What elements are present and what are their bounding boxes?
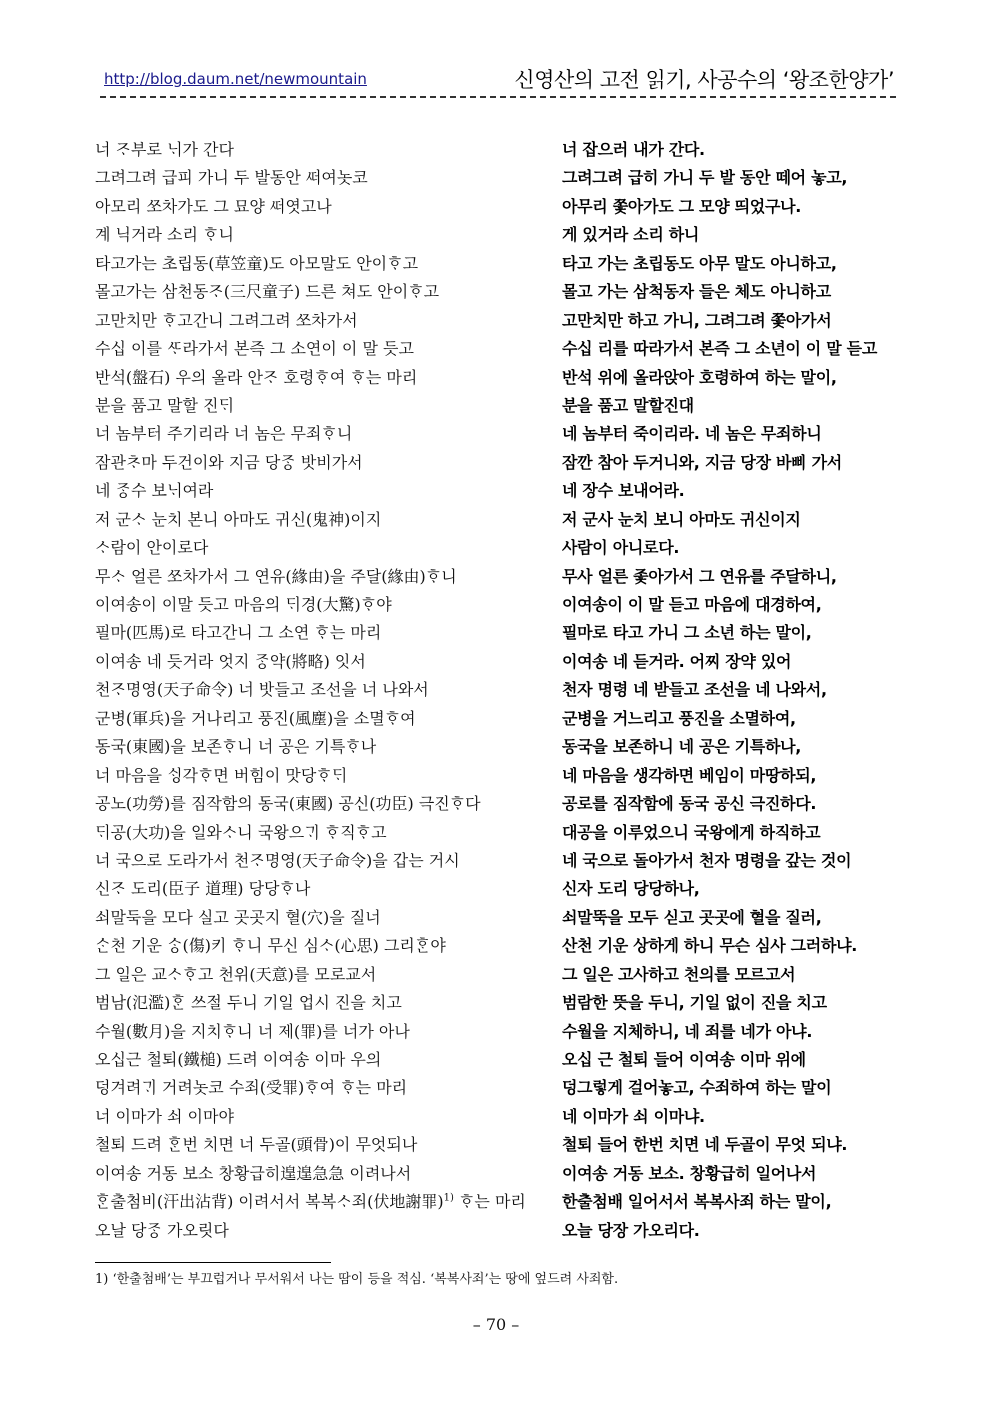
original-text-main: 쇠말둑을 모다 실고 곳곳지 혈(穴)을 질너 <box>95 907 381 927</box>
verse-row <box>0 1018 992 1046</box>
original-text <box>95 364 555 392</box>
verse-row <box>0 335 992 363</box>
original-text <box>95 1046 555 1074</box>
original-text <box>95 1018 555 1046</box>
modern-translation: 덩그렇게 걸어놓고, 수죄하여 하는 말이 <box>562 1078 832 1098</box>
verse-row <box>0 619 992 647</box>
modern-translation: 고만치만 하고 가니, 그려그려 쫓아가서 <box>562 310 832 330</box>
modern-translation: 잠깐 참아 두거니와, 지금 당장 바삐 가서 <box>562 452 842 472</box>
modern-translation: 그려그려 급히 가니 두 발 동안 떼어 놓고, <box>562 168 848 188</box>
original-text-main: 이여송 거동 보소 창황급히遑遑急急 이려나서 <box>95 1163 412 1183</box>
verse-row <box>0 1217 992 1245</box>
original-text <box>95 1103 555 1131</box>
modern-translation: 무사 얼른 좇아가서 그 연유를 주달하니, <box>562 566 837 586</box>
verse-row <box>0 961 992 989</box>
verse-row <box>0 676 992 704</box>
verse-row <box>0 534 992 562</box>
verse-row <box>0 164 992 192</box>
modern-translation: 동국을 보존하니 네 공은 기특하나, <box>562 737 802 757</box>
verse-row <box>0 364 992 392</box>
original-text-main: 철퇴 드려 ᄒᆞᆫ번 치면 너 두골(頭骨)이 무엇되나 <box>95 1135 418 1155</box>
original-text <box>95 591 555 619</box>
original-text-main: 고만치만 ᄒᆞ고간니 그려그려 ᄶᅩ차가서 <box>95 310 358 330</box>
original-text-main: 계 닉거라 소리 ᄒᆞ니 <box>95 225 234 245</box>
original-text-main: 그 일은 교ᄉᆞᄒᆞ고 천위(天意)를 모로교서 <box>95 964 377 984</box>
original-text-main: 너 놈부터 주기리라 너 놈은 무죄ᄒᆞ니 <box>95 424 353 444</box>
original-text <box>95 506 555 534</box>
original-text <box>95 1160 555 1188</box>
original-text <box>95 762 555 790</box>
verse-row <box>0 221 992 249</box>
original-text <box>95 563 555 591</box>
modern-translation: 수십 리를 따라가서 본즉 그 소년이 이 말 듣고 <box>562 339 877 359</box>
original-text <box>95 250 555 278</box>
verse-row <box>0 790 992 818</box>
verse-row <box>0 392 992 420</box>
modern-translation: 필마로 타고 가니 그 소년 하는 말이, <box>562 623 812 643</box>
original-text <box>95 847 555 875</box>
modern-translation: 공로를 짐작함에 동국 공신 극진하다. <box>562 794 817 814</box>
verse-lines <box>0 136 992 1245</box>
verse-row <box>0 762 992 790</box>
verse-row <box>0 989 992 1017</box>
original-text-main: 네 ᄌᆞᆼ수 보ᄂᆡ여라 <box>95 481 214 501</box>
original-text-main: 아모리 ᄶᅩ차가도 그 묘양 ᄯᅥ엿고나 <box>95 196 332 216</box>
blog-url-link[interactable]: http://blog.daum.net/newmountain <box>104 70 367 88</box>
modern-translation: 철퇴 들어 한번 치면 네 두골이 무엇 되냐. <box>562 1135 848 1155</box>
original-text <box>95 1217 555 1245</box>
modern-translation: 쇠말뚝을 모두 싣고 곳곳에 혈을 질러, <box>562 907 822 927</box>
original-text <box>95 392 555 420</box>
original-text-main: 이여송이 이말 듯고 마음의 ᄃᆡ경(大驚)ᄒᆞ야 <box>95 595 392 614</box>
verse-row <box>0 932 992 960</box>
original-text <box>95 164 555 192</box>
verse-row <box>0 449 992 477</box>
modern-translation: 네 마음을 생각하면 베임이 마땅하되, <box>562 765 817 785</box>
original-text <box>95 335 555 363</box>
original-text <box>95 1074 555 1102</box>
original-text <box>95 790 555 818</box>
original-text <box>95 705 555 733</box>
modern-translation: 게 있거라 소리 하니 <box>562 225 700 245</box>
original-text-main: 너 마음을 ᄉᆡᆼ각ᄒᆞ면 버힘이 맛당ᄒᆞᄃᆡ <box>95 765 348 785</box>
modern-translation: 네 놈부터 죽이리라. 네 놈은 무죄하니 <box>562 424 822 444</box>
modern-translation: 저 군사 눈치 보니 아마도 귀신이지 <box>562 509 801 529</box>
modern-translation: 한출첨배 일어서서 복복사죄 하는 말이, <box>562 1192 832 1212</box>
modern-translation: 몰고 가는 삼척동자 들은 체도 아니하고 <box>562 282 831 302</box>
verse-row <box>0 904 992 932</box>
original-text-main: 그려그려 급피 가니 두 발동안 ᄯᅥ여놋코 <box>95 168 368 188</box>
original-text-main: 범남(氾濫)ᄒᆞᆫ 쓰절 두니 기일 업시 진을 치고 <box>95 993 402 1013</box>
verse-row <box>0 705 992 733</box>
original-text <box>95 961 555 989</box>
verse-row <box>0 563 992 591</box>
original-text-main: 몰고가는 삼천동ᄌᆞ(三尺童子) 드른 쳐도 안이ᄒᆞ고 <box>95 282 440 302</box>
footnote-divider <box>95 1262 331 1263</box>
modern-translation: 사람이 아니로다. <box>562 538 680 558</box>
original-text <box>95 1131 555 1159</box>
original-text <box>95 989 555 1017</box>
modern-translation: 대공을 이루었으니 국왕에게 하직하고 <box>562 822 821 842</box>
original-text <box>95 420 555 448</box>
original-text <box>95 449 555 477</box>
modern-translation: 반석 위에 올라앉아 호령하여 하는 말이, <box>562 367 837 387</box>
original-text <box>95 875 555 903</box>
modern-translation: 군병을 거느리고 풍진을 소멸하여, <box>562 708 796 728</box>
original-text-main: ᄒᆞᆫ출첨비(汗出沾背) 이려서서 복복ᄉᆞ죄(伏地謝罪) <box>95 1192 444 1212</box>
original-text <box>95 278 555 306</box>
verse-row <box>0 591 992 619</box>
original-text-main: 수십 이를 ᄯᆞ라가서 본즉 그 소연이 이 말 듯고 <box>95 339 414 359</box>
modern-translation: 이여송이 이 말 듣고 마음에 대경하여, <box>562 595 822 614</box>
verse-row <box>0 733 992 761</box>
original-text <box>95 819 555 847</box>
verse-row <box>0 875 992 903</box>
modern-translation: 범람한 뜻을 두니, 기일 없이 진을 치고 <box>562 993 827 1013</box>
modern-translation: 그 일은 고사하고 천의를 모르고서 <box>562 964 796 984</box>
verse-row <box>0 648 992 676</box>
footnote: 1) ‘한출첨배’는 부끄럽거나 무서워서 나는 땀이 등을 적심. ‘복복사죄’는 땅에 엎드려 사죄함. <box>95 1272 619 1287</box>
original-text-main: 신ᄌᆞ 도리(臣子 道理) 당당ᄒᆞ나 <box>95 879 311 899</box>
verse-row <box>0 847 992 875</box>
original-text <box>95 648 555 676</box>
original-text-main: 천ᄌᆞ명영(天子命令) 너 밧들고 조선을 너 나와서 <box>95 680 429 700</box>
original-text-main: 공노(功勞)를 짐작함의 동국(東國) 공신(功臣) 극진ᄒᆞ다 <box>95 794 481 814</box>
original-text <box>95 136 555 164</box>
original-text <box>95 477 555 505</box>
original-text-main: 너 이마가 쇠 이마야 <box>95 1106 234 1126</box>
modern-translation: 오늘 당장 가오리다. <box>562 1220 700 1240</box>
original-text-main: 무ᄉᆞ 얼른 ᄶᅩ차가서 그 연유(緣由)을 주달(緣由)ᄒᆞ니 <box>95 566 457 586</box>
original-text <box>95 676 555 704</box>
original-text <box>95 733 555 761</box>
verse-row <box>0 136 992 164</box>
original-text-main: 너 ᄌᆞ부로 ᄂᆡ가 간다 <box>95 140 234 159</box>
verse-row <box>0 278 992 306</box>
original-text <box>95 1188 555 1216</box>
modern-translation: 네 장수 보내어라. <box>562 481 685 501</box>
verse-row <box>0 1103 992 1131</box>
modern-translation: 네 이마가 쇠 이마냐. <box>562 1106 705 1126</box>
original-text <box>95 619 555 647</box>
verse-row <box>0 819 992 847</box>
verse-row <box>0 1131 992 1159</box>
original-text-main: 너 국으로 도라가서 천ᄌᆞ명영(天子命令)을 갑는 거시 <box>95 850 460 870</box>
original-text <box>95 221 555 249</box>
verse-row <box>0 477 992 505</box>
original-text-main: 잠관ᄎᆞ마 두건이와 지금 당ᄌᆞᆼ 밧비가서 <box>95 452 363 472</box>
verse-row <box>0 307 992 335</box>
original-text-main: 오십근 철퇴(鐵槌) 드려 이여송 이마 우의 <box>95 1050 382 1069</box>
original-text-main: 분을 품고 말할 진ᄃᆡ <box>95 395 234 415</box>
original-text-main: 수월(數月)을 지치ᄒᆞ니 너 제(罪)를 너가 아나 <box>95 1021 410 1041</box>
verse-row <box>0 250 992 278</box>
original-text-main: 덩겨려ᄀᆡ 거려놋코 수죄(受罪)ᄒᆞ여 ᄒᆞ는 마리 <box>95 1078 408 1098</box>
original-text-main: ᄃᆡ공(大功)을 일와ᄉᆞ니 국왕으ᄀᆡ ᄒᆞ직ᄒᆞ고 <box>95 822 387 842</box>
modern-translation: 산천 기운 상하게 하니 무슨 심사 그러하냐. <box>562 936 858 956</box>
modern-translation: 이여송 네 듣거라. 어찌 장약 있어 <box>562 651 792 671</box>
original-text-main: 저 군ᄉᆞ 눈치 본니 아마도 귀신(鬼神)이지 <box>95 509 382 529</box>
original-text <box>95 932 555 960</box>
original-text <box>95 904 555 932</box>
modern-translation: 신자 도리 당당하나, <box>562 879 700 899</box>
verse-row <box>0 1074 992 1102</box>
page-number: – 70 – <box>472 1315 520 1334</box>
original-text-main: 이여송 네 듯거라 엇지 ᄌᆞᆼ약(將略) 잇서 <box>95 651 366 671</box>
modern-translation: 이여송 거동 보소. 창황급히 일어나서 <box>562 1163 817 1183</box>
verse-row <box>0 193 992 221</box>
original-text <box>95 534 555 562</box>
page-header-title: 신영산의 고전 읽기, 사공수의 ‘왕조한양가’ <box>514 68 894 92</box>
modern-translation: 오십 근 철퇴 들어 이여송 이마 위에 <box>562 1050 806 1069</box>
original-text-main: ᄉᆞ람이 안이로다 <box>95 538 209 558</box>
modern-translation: 천자 명령 네 받들고 조선을 네 나와서, <box>562 680 827 700</box>
original-text-main: 동국(東國)을 보존ᄒᆞ니 너 공은 기특ᄒᆞ나 <box>95 737 377 757</box>
verse-row <box>0 1160 992 1188</box>
original-text <box>95 193 555 221</box>
original-text <box>95 307 555 335</box>
modern-translation: 너 잡으러 내가 간다. <box>562 140 705 159</box>
header-divider <box>100 96 896 98</box>
verse-row <box>0 506 992 534</box>
verse-row <box>0 1046 992 1074</box>
original-text-main: 필마(匹馬)로 타고간니 그 소연 ᄒᆞ는 마리 <box>95 623 382 643</box>
modern-translation: 수월을 지체하니, 네 죄를 네가 아냐. <box>562 1021 813 1041</box>
modern-translation: 타고 가는 초립동도 아무 말도 아니하고, <box>562 253 837 273</box>
modern-translation: 아무리 쫓아가도 그 모양 띄었구나. <box>562 196 802 216</box>
original-text-main: 오날 당ᄌᆞᆼ 가오릿다 <box>95 1220 229 1240</box>
modern-translation: 분을 품고 말할진대 <box>562 395 694 415</box>
verse-row <box>0 420 992 448</box>
original-text-main: 군병(軍兵)을 거나리고 풍진(風塵)을 소멸ᄒᆞ여 <box>95 708 416 728</box>
modern-translation: 네 국으로 돌아가서 천자 명령을 갚는 것이 <box>562 850 852 870</box>
footnote-marker: 1) <box>443 1192 454 1204</box>
verse-row <box>0 1188 992 1216</box>
original-text-main: 타고가는 초립동(草笠童)도 아모말도 안이ᄒᆞ고 <box>95 253 419 273</box>
original-text-main: 반석(盤石) 우의 올라 안ᄌᆞ 호령ᄒᆞ여 ᄒᆞ는 마리 <box>95 367 418 387</box>
original-text-tail: ᄒᆞ는 마리 <box>453 1192 526 1212</box>
original-text-main: ᄉᆞᆫ천 기운 ᄉᆞᆼ(傷)키 ᄒᆞ니 무신 심ᄉᆞ(心思) 그리ᄒᆞᆫ야 <box>95 936 446 956</box>
